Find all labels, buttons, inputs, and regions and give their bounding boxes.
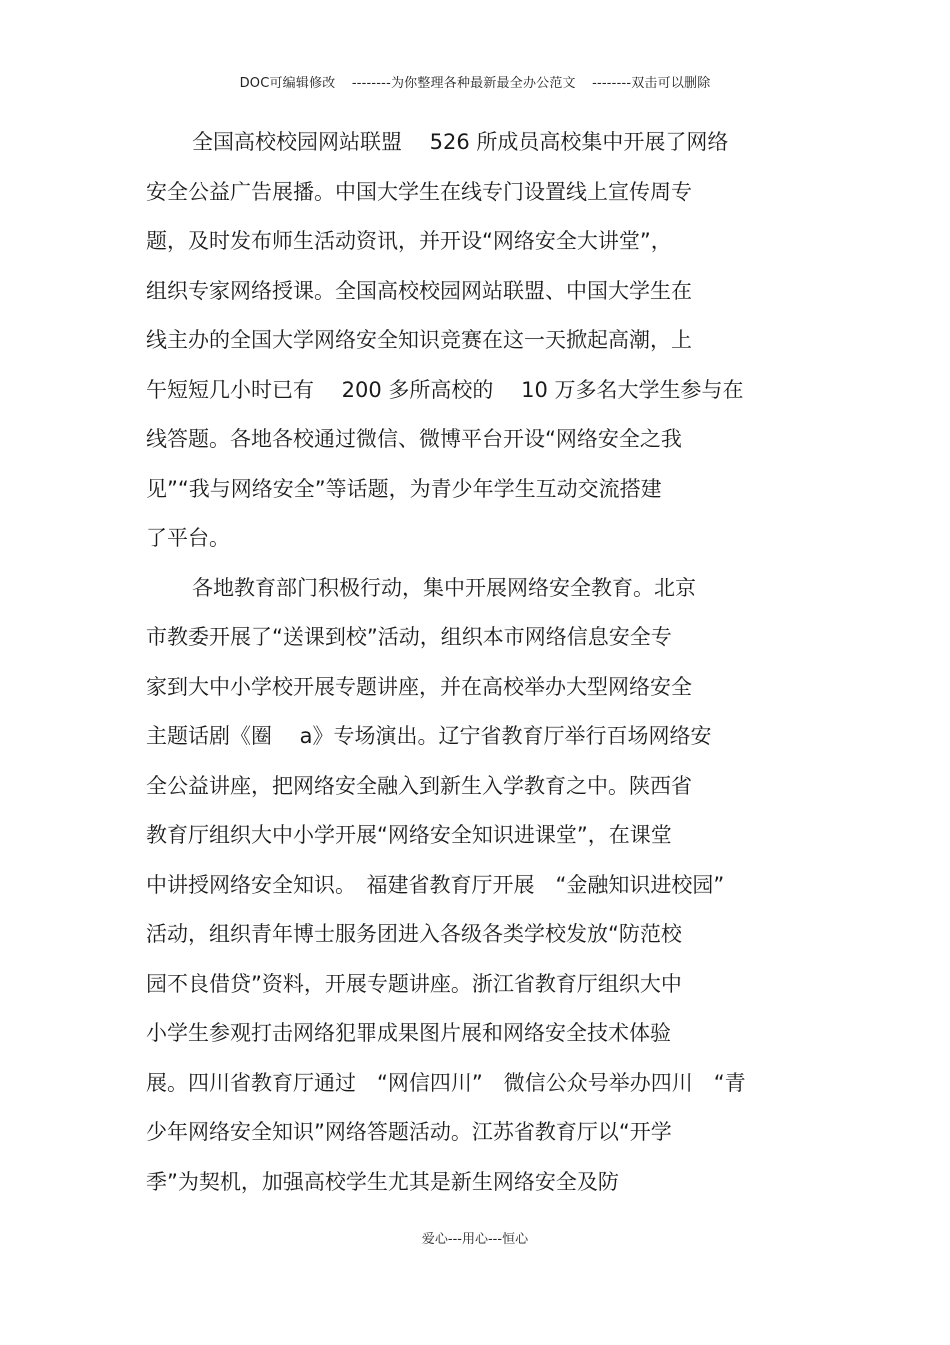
header-center-note: --------为你整理各种最新最全办公范文	[351, 76, 576, 91]
text-line: 季”为契机，加强高校学生尤其是新生网络安全及防	[146, 1169, 619, 1194]
text-line: 午短短几小时已有 200 多所高校的 10 万多名大学生参与在	[146, 377, 744, 402]
page-footer: 爱心---用心---恒心	[421, 1232, 529, 1247]
text-line: 全国高校校园网站联盟 526 所成员高校集中开展了网络	[192, 130, 729, 154]
text-line: 线主办的全国大学网络安全知识竞赛在这一天掀起高潮，上	[146, 328, 692, 352]
text-line: 小学生参观打击网络犯罪成果图片展和网络安全技术体验	[146, 1021, 671, 1045]
text-line: 线答题。各地各校通过微信、微博平台开设“网络安全之我	[146, 427, 682, 451]
text-line: 了平台。	[146, 526, 230, 550]
text-line: 各地教育部门积极行动，集中开展网络安全教育。北京	[192, 575, 696, 600]
document-body	[146, 122, 806, 1211]
text-line: 中讲授网络安全知识。 福建省教育厅开展 “金融知识进校园”	[146, 872, 725, 897]
text-line: 见”“我与网络安全”等话题，为青少年学生互动交流搭建	[146, 476, 662, 501]
page-header	[0, 72, 950, 91]
text-line: 组织专家网络授课。全国高校校园网站联盟、中国大学生在	[146, 278, 692, 303]
header-right-note: --------双击可以删除	[592, 76, 711, 91]
text-line: 主题话剧《圈 a》专场演出。辽宁省教育厅举行百场网络安	[146, 724, 712, 748]
text-line: 题，及时发布师生活动资讯，并开设“网络安全大讲堂”，	[146, 229, 672, 253]
text-line: 家到大中小学校开展专题讲座，并在高校举办大型网络安全	[146, 674, 692, 699]
text-line: 园不良借贷”资料，开展专题讲座。浙江省教育厅组织大中	[146, 971, 682, 996]
text-line: 教育厅组织大中小学开展“网络安全知识进课堂”，在课堂	[146, 823, 672, 847]
text-line: 市教委开展了“送课到校”活动，组织本市网络信息安全专	[146, 625, 672, 649]
text-line: 展。四川省教育厅通过 “网信四川” 微信公众号举办四川 “青	[146, 1070, 746, 1095]
text-line: 活动，组织青年博士服务团进入各级各类学校发放“防范校	[146, 922, 682, 946]
header-doc-label: DOC可编辑修改	[239, 76, 336, 91]
text-line: 安全公益广告展播。中国大学生在线专门设置线上宣传周专	[146, 179, 692, 204]
text-line: 少年网络安全知识”网络答题活动。江苏省教育厅以“开学	[146, 1120, 672, 1144]
text-line: 全公益讲座，把网络安全融入到新生入学教育之中。陕西省	[146, 773, 692, 798]
